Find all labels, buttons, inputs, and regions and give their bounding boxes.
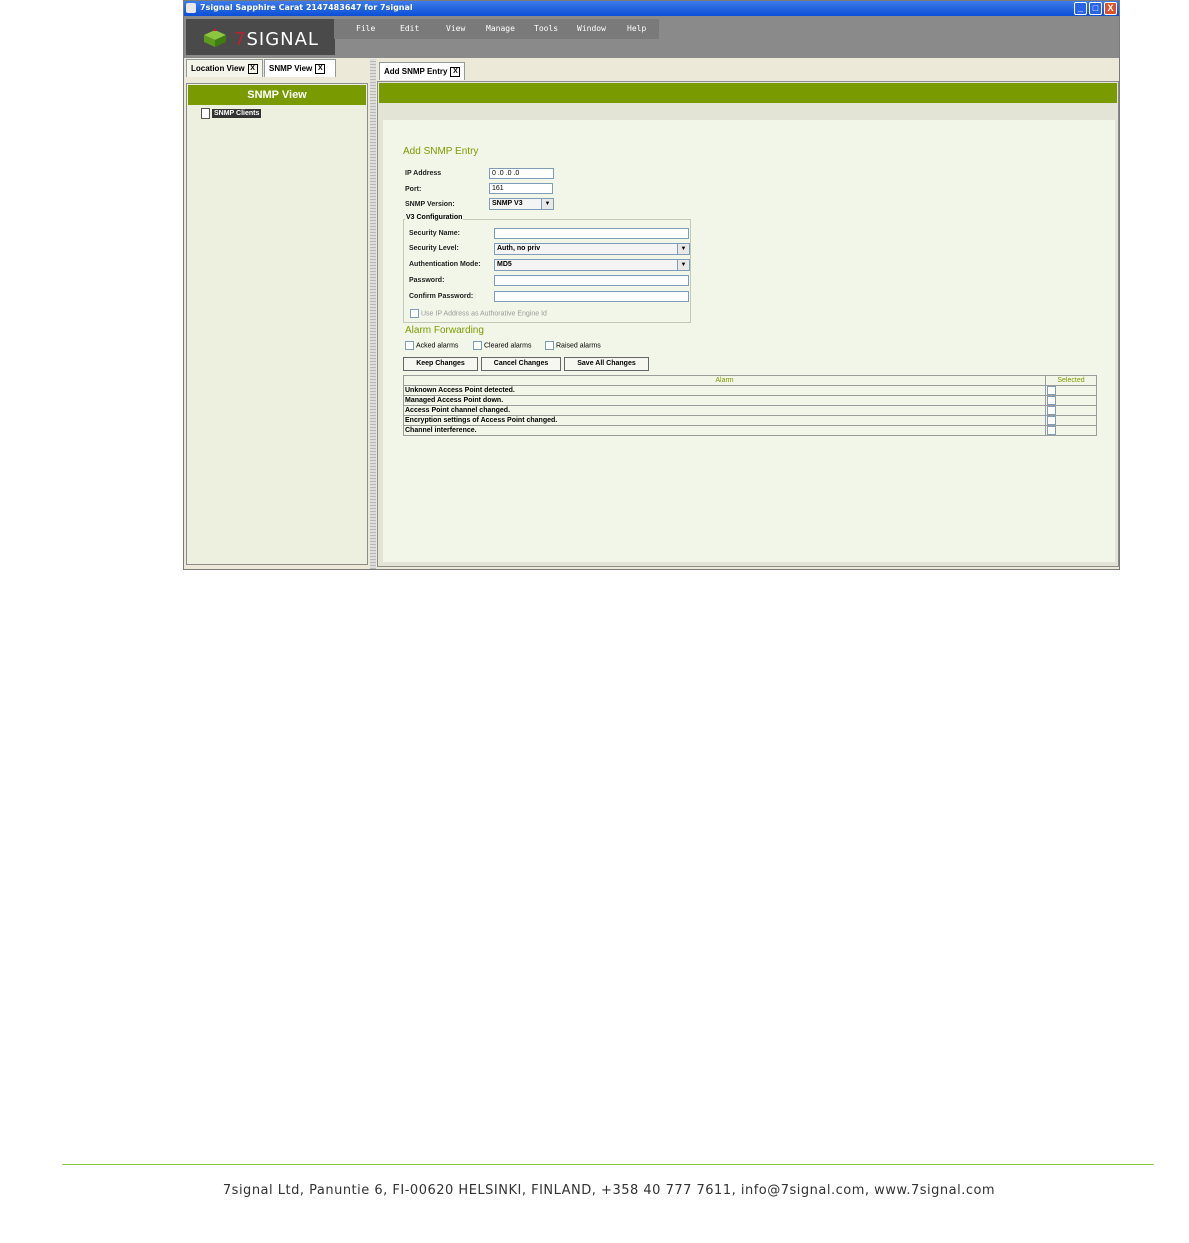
footer-divider [62,1164,1154,1165]
table-row[interactable] [404,406,1097,416]
alarm-cell: Channel interference. [404,426,1046,436]
footer-contact: 7signal Ltd, Panuntie 6, FI-00620 HELSINKI, FINLAND, +358 40 777 7611, info@7signal.com, www.7signal.com [222,1183,996,1198]
alarm-forwarding-title: Alarm Forwarding [405,325,484,336]
menu-file[interactable]: File [356,24,376,33]
password-input[interactable] [494,275,689,286]
window-title: 7signal Sapphire Carat 2147483647 for 7signal [200,3,413,12]
checkbox-icon [545,341,554,350]
logo [186,19,335,55]
alarm-cell: Encryption settings of Access Point changed. [404,416,1046,426]
snmp-view-panel [186,83,368,565]
table-row[interactable] [404,426,1097,436]
selected-cell[interactable] [1046,416,1097,426]
app-icon [186,3,196,13]
snmp-version-label: SNMP Version: [405,201,455,208]
close-tab-icon[interactable]: X [248,64,258,74]
port-label: Port: [405,186,422,193]
left-pane [184,59,372,569]
authentication-mode-label: Authentication Mode: [409,261,481,268]
maximize-button[interactable]: □ [1089,2,1102,15]
alarm-cell: Managed Access Point down. [404,396,1046,406]
checkbox-icon [473,341,482,350]
alarm-table [403,375,1097,436]
document-icon [201,108,210,119]
ip-address-input[interactable]: 0 .0 .0 .0 [489,168,554,179]
checkbox-icon[interactable] [1047,396,1056,405]
tab-add-snmp-entry[interactable]: Add SNMP Entry X [379,62,465,80]
dropdown-arrow-icon: ▼ [677,244,689,254]
port-input[interactable]: 161 [489,183,553,194]
table-row[interactable] [404,396,1097,406]
security-name-input[interactable] [494,228,689,239]
checkbox-icon[interactable] [1047,416,1056,425]
menu-manage[interactable]: Manage [486,24,515,33]
close-button[interactable]: X [1104,2,1117,15]
confirm-password-input[interactable] [494,291,689,302]
selected-cell[interactable] [1046,406,1097,416]
keep-changes-button[interactable]: Keep Changes [403,357,478,371]
cleared-alarms-checkbox[interactable]: Cleared alarms [473,341,531,350]
checkbox-icon[interactable] [1047,386,1056,395]
ip-address-label: IP Address [405,170,442,177]
app-window [183,0,1120,570]
add-snmp-form [383,120,1115,562]
close-tab-icon[interactable]: X [450,67,460,77]
close-tab-icon[interactable]: X [315,64,325,74]
logo-text: 7SIGNAL [234,29,319,50]
dropdown-arrow-icon: ▼ [541,199,553,209]
security-name-label: Security Name: [409,230,460,237]
menu-view[interactable]: View [446,24,466,33]
tree-item-snmp-clients[interactable]: SNMP Clients [201,108,261,119]
title-bar [184,1,1119,16]
panel-header: SNMP View [188,85,366,105]
acked-alarms-checkbox[interactable]: Acked alarms [405,341,458,350]
column-header-alarm[interactable]: Alarm [404,376,1046,386]
use-ip-engine-id-checkbox[interactable]: Use IP Address as Authorative Engine Id [410,309,547,318]
security-level-label: Security Level: [409,245,459,252]
menu-bar [184,16,1119,58]
v3-configuration-legend: V3 Configuration [406,214,463,221]
minimize-button[interactable]: _ [1074,2,1087,15]
alarm-cell: Unknown Access Point detected. [404,386,1046,396]
menu-edit[interactable]: Edit [400,24,420,33]
dropdown-arrow-icon: ▼ [677,260,689,270]
password-label: Password: [409,277,445,284]
checkbox-icon [410,309,419,318]
alarm-cell: Access Point channel changed. [404,406,1046,416]
tab-snmp-view[interactable]: SNMP View X [264,59,336,77]
form-title: Add SNMP Entry [403,146,479,157]
menu-window[interactable]: Window [577,24,606,33]
snmp-version-select[interactable]: SNMP V3 ▼ [489,198,554,210]
column-header-selected[interactable]: Selected [1046,376,1097,386]
editor-area [377,81,1119,567]
menu-tools[interactable]: Tools [534,24,559,33]
menu-help[interactable]: Help [627,24,647,33]
editor-header [379,83,1117,103]
checkbox-icon [405,341,414,350]
checkbox-icon[interactable] [1047,406,1056,415]
cancel-changes-button[interactable]: Cancel Changes [481,357,561,371]
checkbox-icon[interactable] [1047,426,1056,435]
selected-cell[interactable] [1046,426,1097,436]
security-level-select[interactable]: Auth, no priv ▼ [494,243,690,255]
confirm-password-label: Confirm Password: [409,293,474,300]
raised-alarms-checkbox[interactable]: Raised alarms [545,341,601,350]
authentication-mode-select[interactable]: MD5 ▼ [494,259,690,271]
table-row[interactable] [404,386,1097,396]
save-all-changes-button[interactable]: Save All Changes [564,357,649,371]
table-row[interactable] [404,416,1097,426]
selected-cell[interactable] [1046,386,1097,396]
tab-location-view[interactable]: Location View X [186,59,263,77]
right-pane [376,59,1120,569]
selected-cell[interactable] [1046,396,1097,406]
cube-logo-icon [202,28,228,48]
